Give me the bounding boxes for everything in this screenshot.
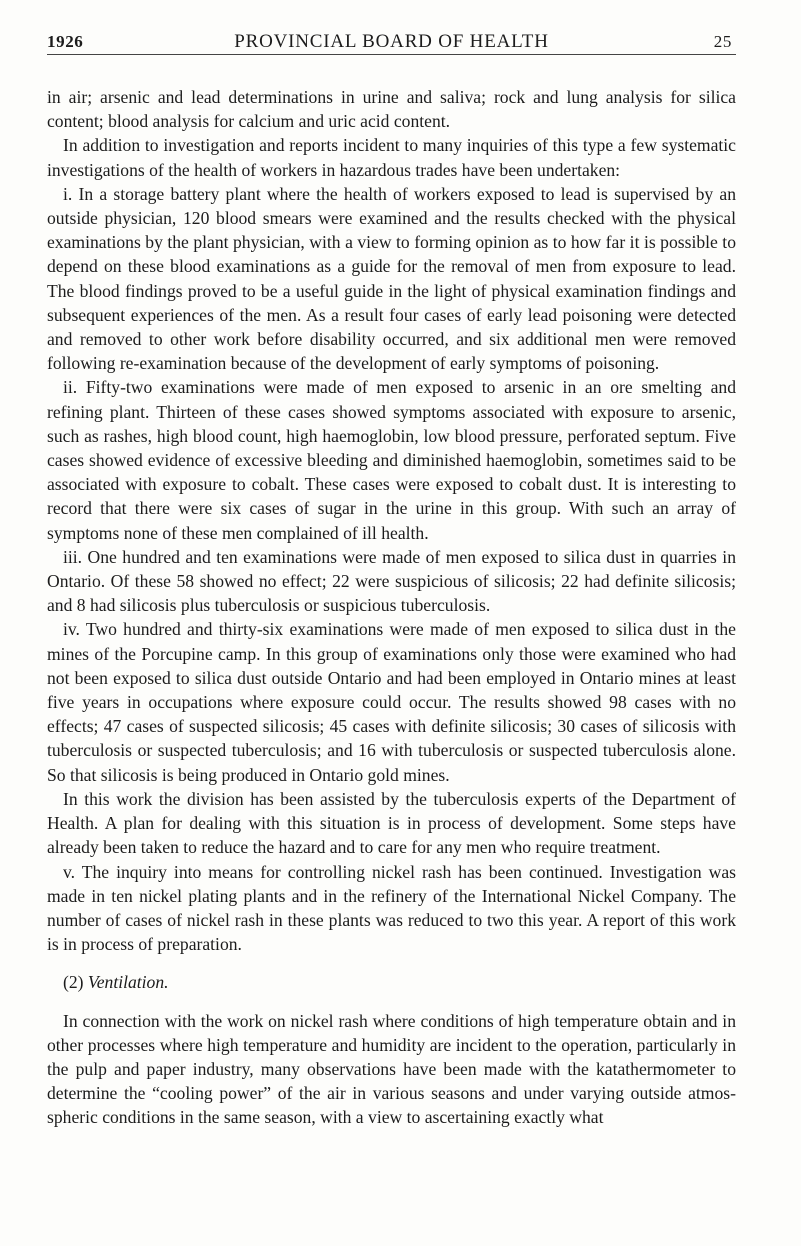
page	[47, 26, 736, 1130]
section-title: Ventilation.	[87, 972, 169, 993]
section-number: (2)	[63, 972, 84, 993]
paragraph-item-v: v. The inquiry into means for controlling nickel rash has been continued. Investigation was made in ten nickel plating plants and in the refinery of the International Nickel Company. The number of cases of nickel rash in these plants was reduced to two this year. A report of this work is in process of preparation.	[47, 861, 736, 955]
paragraph-intro: In addition to investigation and reports incident to many inquiries of this type a few systematic investigations of the health of workers in hazardous trades have been undertaken:	[47, 135, 736, 180]
paragraph-ventilation: In connection with the work on nickel rash where conditions of high temperature obtain and in other processes where high temperature and humidity are incident to the operation, particularly in the pulp and paper industry, many observations have been made with the katathermometer to determine the “cooling power” of the air in various seasons and under varying outside atmosspheric conditions in the same season, with a view to ascertaining exactly what	[47, 1010, 736, 1128]
paragraph-item-ii: ii. Fifty-two examinations were made of men exposed to arsenic in an ore smelting and refining plant. Thirteen of these cases showed symptoms associated with exposure to arsenic, such as rashes, high blood count, high haemoglobin, low blood pressure, perforated septum. Five cases showed evidence of excessive bleeding and diminished haemoglobin, sometimes said to be associated with exposure to cobalt. These cases were exposed to cobalt dust. It is interesting to record that there were six cases of sugar in the urine in this group. With such an array of symptoms none of these men complained of ill health.	[47, 377, 736, 543]
paragraph-assistance: In this work the division has been assisted by the tuberculosis experts of the Department of Health. A plan for dealing with this situation is in process of development. Some steps have already been taken to reduce the hazard and to care for any men who require treatment.	[47, 788, 736, 858]
paragraph-item-iv: iv. Two hundred and thirty-six examinations were made of men exposed to silica dust in the mines of the Porcupine camp. In this group of examinations only those were examined who had not been exposed to silica dust outside Ontario and had been employed in Ontario mines at least five years in occupations where exposure could occur. The results showed 98 cases with no effects; 47 cases of suspected silicosis; 45 cases with definite silicosis; 30 cases of silicosis with tuberculosis or suspected tuberculosis; and 16 with tuberculosis or suspected tuberculosis alone. So that silicosis is being produced in Ontario gold mines.	[47, 619, 736, 785]
section-heading	[47, 970, 736, 994]
header-title: PROVINCIAL BOARD OF HEALTH	[234, 31, 549, 52]
body-text	[47, 85, 736, 1130]
page-number: 25	[713, 32, 732, 51]
paragraph-item-i: i. In a storage battery plant where the health of workers exposed to lead is supervised by an outside physician, 120 blood smears were examined and the results checked with the physical examinations by the plant physician, with a view to forming opinion as to how far it is possible to depend on these blood examinations as a guide for the removal of men from exposure to lead. The blood findings proved to be a useful guide in the light of physical examination findings and subsequent experiences of the men. As a result four cases of early lead poisoning were detected and removed to other work before disability occurred, and six additional men were removed following re-examination because of the development of early symptoms of poisoning.	[47, 183, 736, 374]
running-header	[47, 26, 736, 55]
header-year: 1926	[47, 32, 84, 51]
paragraph-continuation: in air; arsenic and lead determinations in urine and saliva; rock and lung analysis for silica content; blood analysis for calcium and uric acid content.	[47, 87, 736, 132]
paragraph-item-iii: iii. One hundred and ten examinations were made of men exposed to silica dust in quarries in Ontario. Of these 58 showed no effect; 22 were suspicious of silicosis; 22 had definite silicosis; and 8 had silicosis plus tuberculosis or suspicious tuberculosis.	[47, 546, 736, 616]
